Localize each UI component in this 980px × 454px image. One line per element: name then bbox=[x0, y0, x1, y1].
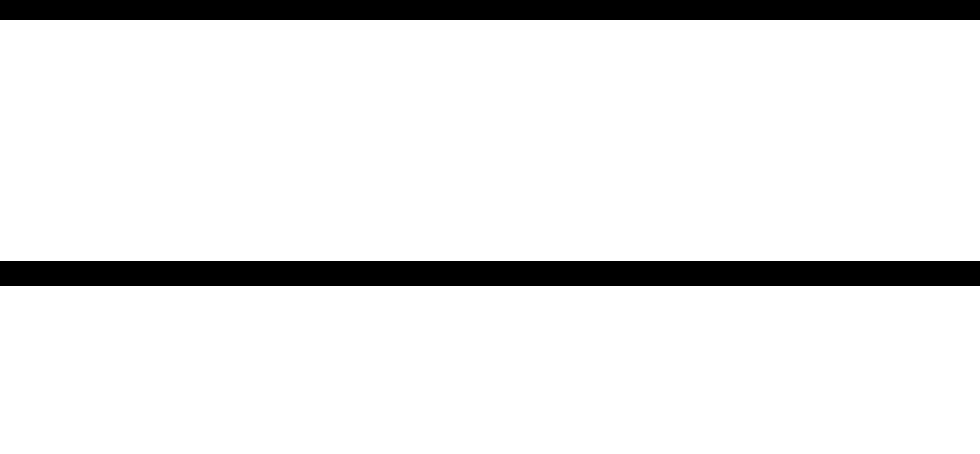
sheet-title bbox=[0, 0, 980, 20]
section-title-formules bbox=[0, 261, 980, 286]
